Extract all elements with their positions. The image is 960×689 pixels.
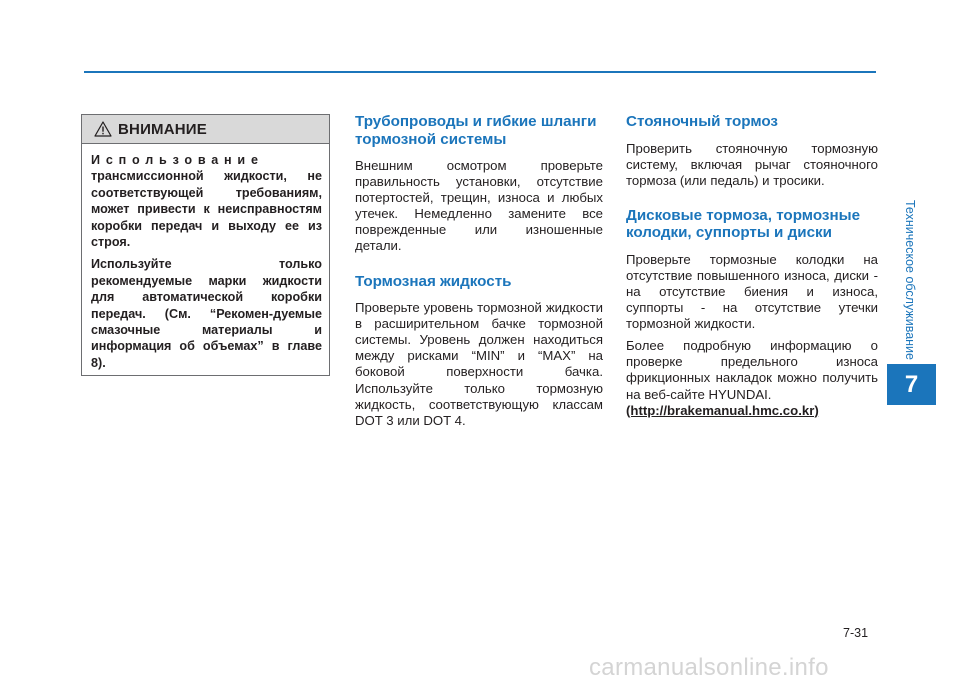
brake-manual-link[interactable]: (http://brakemanual.hmc.co.kr) [626, 402, 819, 418]
warning-box [81, 114, 330, 376]
warning-paragraph: трансмиссионной жидкости, не соответствующей требованиям, может привести к неисправностям коробки передач и выходу ее из строя. [91, 169, 322, 250]
watermark: carmanualsonline.info [589, 654, 829, 681]
section-heading-brake-fluid: Тормозная жидкость [355, 272, 512, 290]
section-body-brake-lines: Внешним осмотром проверьте правильность установки, отсутствие потертостей, трещин, износа и любых утечек. Немедленно замените все поврежденные или изношенные детали. [355, 158, 603, 254]
section-heading-disc-brakes: Дисковые тормоза, тормозные колодки, суппорты и диски [626, 206, 861, 242]
section-body-parking-brake: Проверить стояночную тормозную систему, включая рычаг стояночного тормоза (или педаль) и тросики. [626, 140, 878, 188]
page-number: 7-31 [843, 626, 869, 640]
section-heading-parking-brake: Стояночный тормоз [626, 113, 778, 130]
section-body-disc-brakes-more: Более подробную информацию о проверке предельного износа фрикционных накладок можно получить на веб-сайте HYUNDAI. [626, 338, 878, 402]
warning-title: ВНИМАНИЕ [118, 120, 207, 138]
warning-body [82, 144, 329, 371]
warning-paragraph: Используйте только рекомендуемые марки жидкости для автоматической коробки передач. (См. “Рекомен-дуемые смазочные материалы и информация об объемах” в главе 8). [91, 257, 322, 370]
section-body-brake-fluid: Проверьте уровень тормозной жидкости в расширительном бачке тормозной системы. Уровень должен находиться между рисками “MIN” и “MAX” на боковой поверхности бачка. Используйте только тормозную жидкость, соответствующую классам DOT 3 или DOT 4. [355, 300, 603, 428]
chapter-tab[interactable]: 7 [887, 364, 936, 405]
column-right [626, 113, 878, 419]
top-rule [84, 71, 876, 73]
section-heading-brake-lines: Трубопроводы и гибкие шланги тормозной системы [355, 113, 597, 148]
section-body-disc-brakes: Проверьте тормозные колодки на отсутствие повышенного износа, диски - на отсутствие биения и износа, суппорты - на отсутствие утечки тормозной жидкости. [626, 251, 878, 332]
section-label-text: Техническое обслуживание [903, 199, 917, 360]
warning-triangle-icon [94, 121, 112, 137]
column-middle [355, 113, 603, 435]
warning-paragraph: Использование [91, 153, 264, 167]
section-side-label [895, 192, 925, 367]
warning-header [82, 115, 329, 144]
